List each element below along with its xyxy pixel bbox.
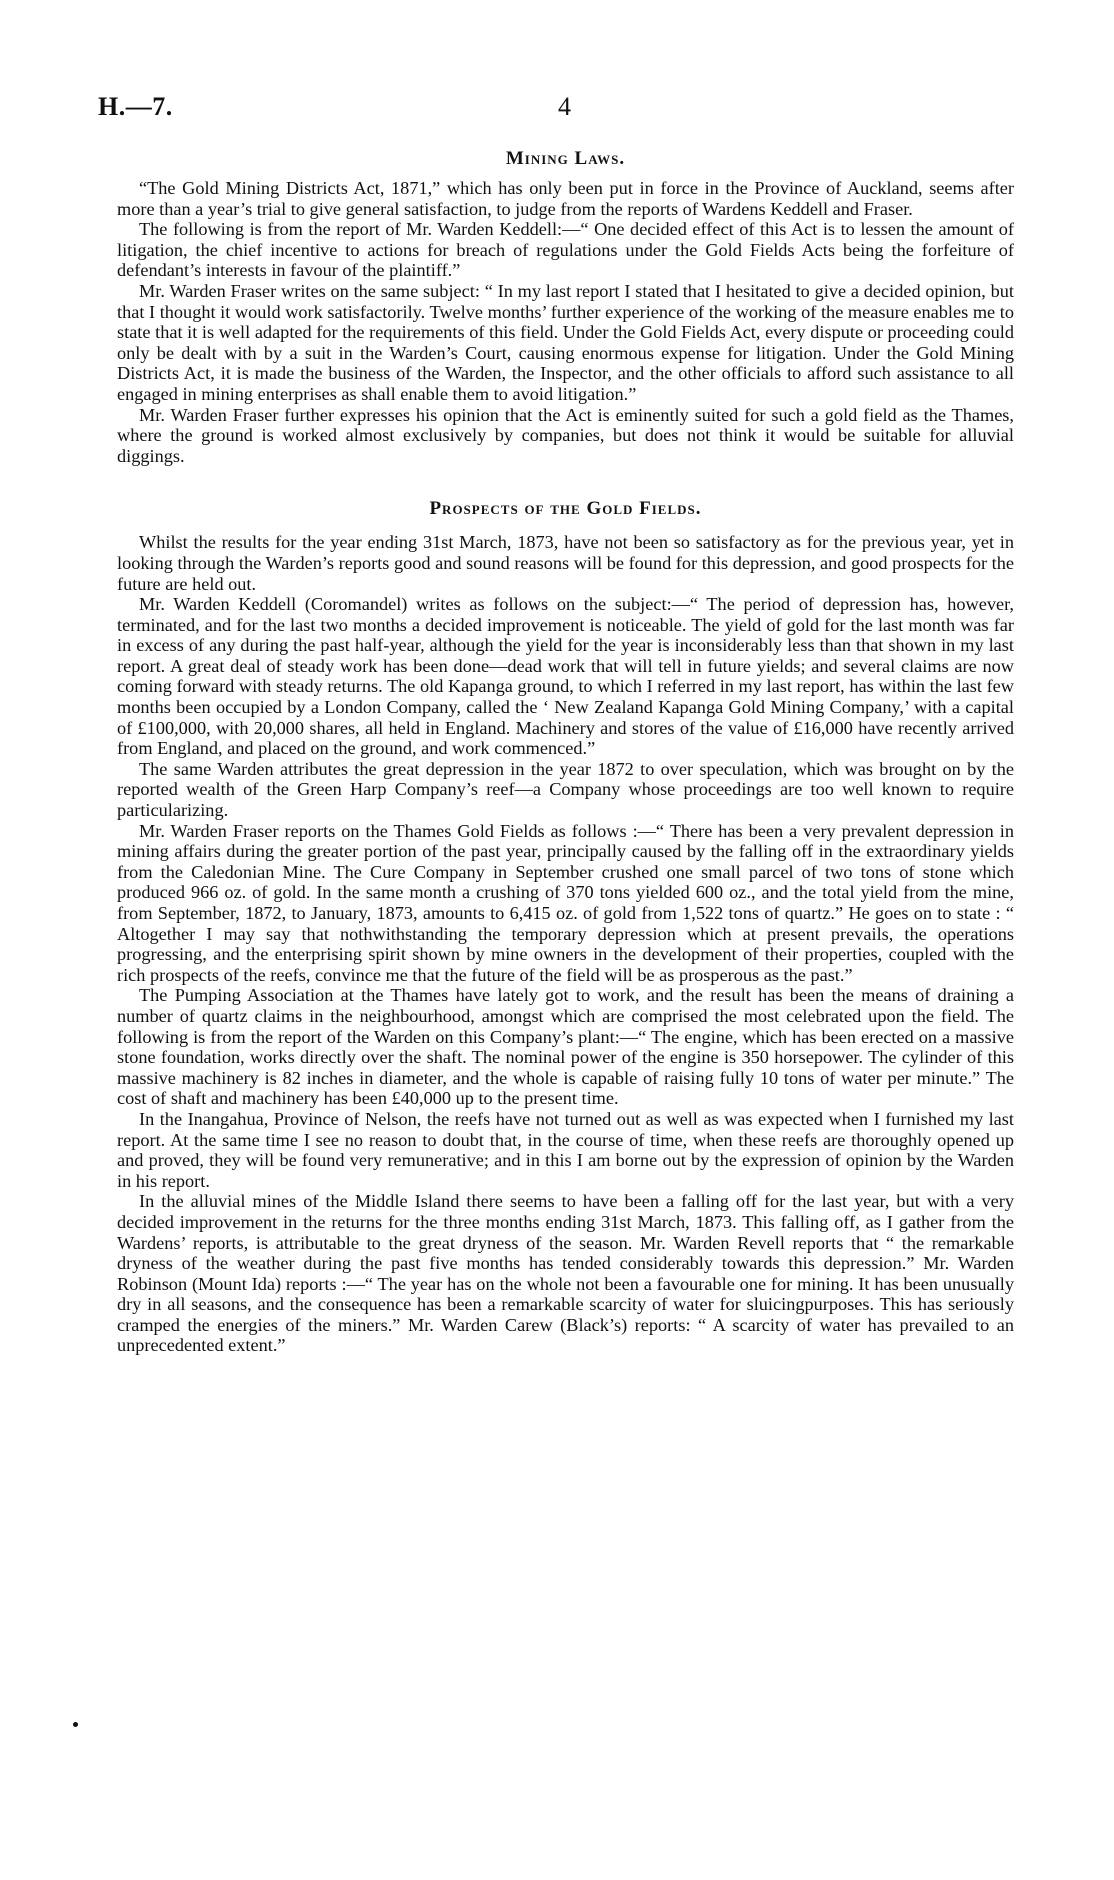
page-number: 4 xyxy=(558,92,571,121)
page-content xyxy=(117,146,1014,1356)
document-code: H.—7. xyxy=(98,92,173,121)
paragraph: Whilst the results for the year ending 31st March, 1873, have not been so satisfactory as for the previous year, yet in looking through the Warden’s reports good and sound reasons will be found for this depression, and good prospects for the future are held out. xyxy=(117,532,1014,594)
paragraph: In the Inangahua, Province of Nelson, the reefs have not turned out as well as was expected when I furnished my last report. At the same time I see no reason to doubt that, in the course of time, when these reefs are thoroughly opened up and proved, they will be found very remunerative; and in this I am borne out by the expression of opinion by the Warden in his report. xyxy=(117,1108,1014,1191)
paragraph: Mr. Warden Fraser writes on the same subject: “ In my last report I stated that I hesitated to give a decided opinion, but that I thought it would work satisfactorily. Twelve months’ further experience of the working of the measure enables me to state that it is well adapted for the requirements of this field. Under the Gold Fields Act, every dispute or proceeding could only be dealt with by a suit in the Warden’s Court, causing enormous expense for litigation. Under the Gold Mining Districts Act, it is made the business of the Warden, the Inspector, and the other officials to afford such assistance to all engaged in mining enterprises as shall enable them to avoid litigation.” xyxy=(117,280,1014,404)
paragraph: “The Gold Mining Districts Act, 1871,” which has only been put in force in the Province of Auckland, seems after more than a year’s trial to give general satisfaction, to judge from the reports of Wardens Keddell and Fraser. xyxy=(117,178,1014,219)
page-header xyxy=(98,92,1016,132)
paragraph: The Pumping Association at the Thames have lately got to work, and the result has been the means of draining a number of quartz claims in the neighbourhood, amongst which are comprised the most celebrated upon the field. The following is from the report of the Warden on this Company’s plant:—“ The engine, which has been erected on a massive stone foundation, works directly over the shaft. The nominal power of the engine is 350 horsepower. The cylinder of this massive machinery is 82 inches in diameter, and the whole is capable of raising fully 10 tons of water per minute.” The cost of shaft and machinery has been £40,000 up to the present time. xyxy=(117,985,1014,1109)
paragraph: In the alluvial mines of the Middle Island there seems to have been a falling off for the last year, but with a very decided improvement in the returns for the three months ending 31st March, 1873. This falling off, as I gather from the Wardens’ reports, is attributable to the great dryness of the season. Mr. Warden Revell reports that “ the remarkable dryness of the weather during the past five months has tended considerably towards this depression.” Mr. Warden Robinson (Mount Ida) reports :—“ The year has on the whole not been a favourable one for mining. It has been unusually dry in all seasons, and the consequence has been a remarkable scarcity of water for sluicingpurposes. This has seriously cramped the energies of the miners.” Mr. Warden Carew (Black’s) reports: “ A scarcity of water has prevailed to an unprecedented extent.” xyxy=(117,1191,1014,1356)
section-title-mining-laws: Mining Laws. xyxy=(505,148,626,169)
paragraph: Mr. Warden Fraser further expresses his opinion that the Act is eminently suited for such a gold field as the Thames, where the ground is worked almost exclusively by companies, but does not think it would be suitable for alluvial diggings. xyxy=(117,404,1014,466)
paragraph: The same Warden attributes the great depression in the year 1872 to over speculation, which was brought on by the reported wealth of the Green Harp Company’s reef—a Company whose proceedings are too well known to require particularizing. xyxy=(117,758,1014,821)
paragraph: Mr. Warden Keddell (Coromandel) writes as follows on the subject:—“ The period of depression has, however, terminated, and for the last two months a decided improvement is noticeable. The yield of gold for the last month was far in excess of any during the past half-year, although the yield for the year is inconsiderably less than that shown in my last report. A great deal of steady work has been done—dead work that will tell in future yields; and several claims are now coming forward with steady returns. The old Kapanga ground, to which I referred in my last report, has within the last few months been occupied by a London Company, called the ‘ New Zealand Kapanga Gold Mining Company,’ with a capital of £100,000, with 20,000 shares, all held in England. Machinery and stores of the value of £16,000 have recently arrived from England, and placed on the ground, and work commenced.” xyxy=(117,594,1014,759)
paragraph: The following is from the report of Mr. Warden Keddell:—“ One decided effect of this Act is to lessen the amount of litigation, the chief incentive to actions for breach of regulations under the Gold Fields Acts being the forfeiture of defendant’s interests in favour of the plaintiff.” xyxy=(117,219,1014,281)
section-title-prospects: Prospects of the Gold Fields. xyxy=(429,498,702,520)
margin-dot-mark xyxy=(73,1722,78,1727)
paragraph: Mr. Warden Fraser reports on the Thames Gold Fields as follows :—“ There has been a very prevalent depression in mining affairs during the greater portion of the past year, principally caused by the falling off in the extraordinary yields from the Caledonian Mine. The Cure Company in September crushed one small parcel of two tons of stone which produced 966 oz. of gold. In the same month a crushing of 370 tons yielded 600 oz., and the total yield from the mine, from September, 1872, to January, 1873, amounts to 6,415 oz. of gold from 1,522 tons of quartz.” He goes on to state : “ Altogether I may say that nothwithstanding the temporary depression which at present prevails, the operations progressing, and the enterprising spirit shown by mine owners in the development of their properties, coupled with the rich prospects of the reefs, convince me that the future of the field will be as prosperous as the past.” xyxy=(117,820,1014,985)
